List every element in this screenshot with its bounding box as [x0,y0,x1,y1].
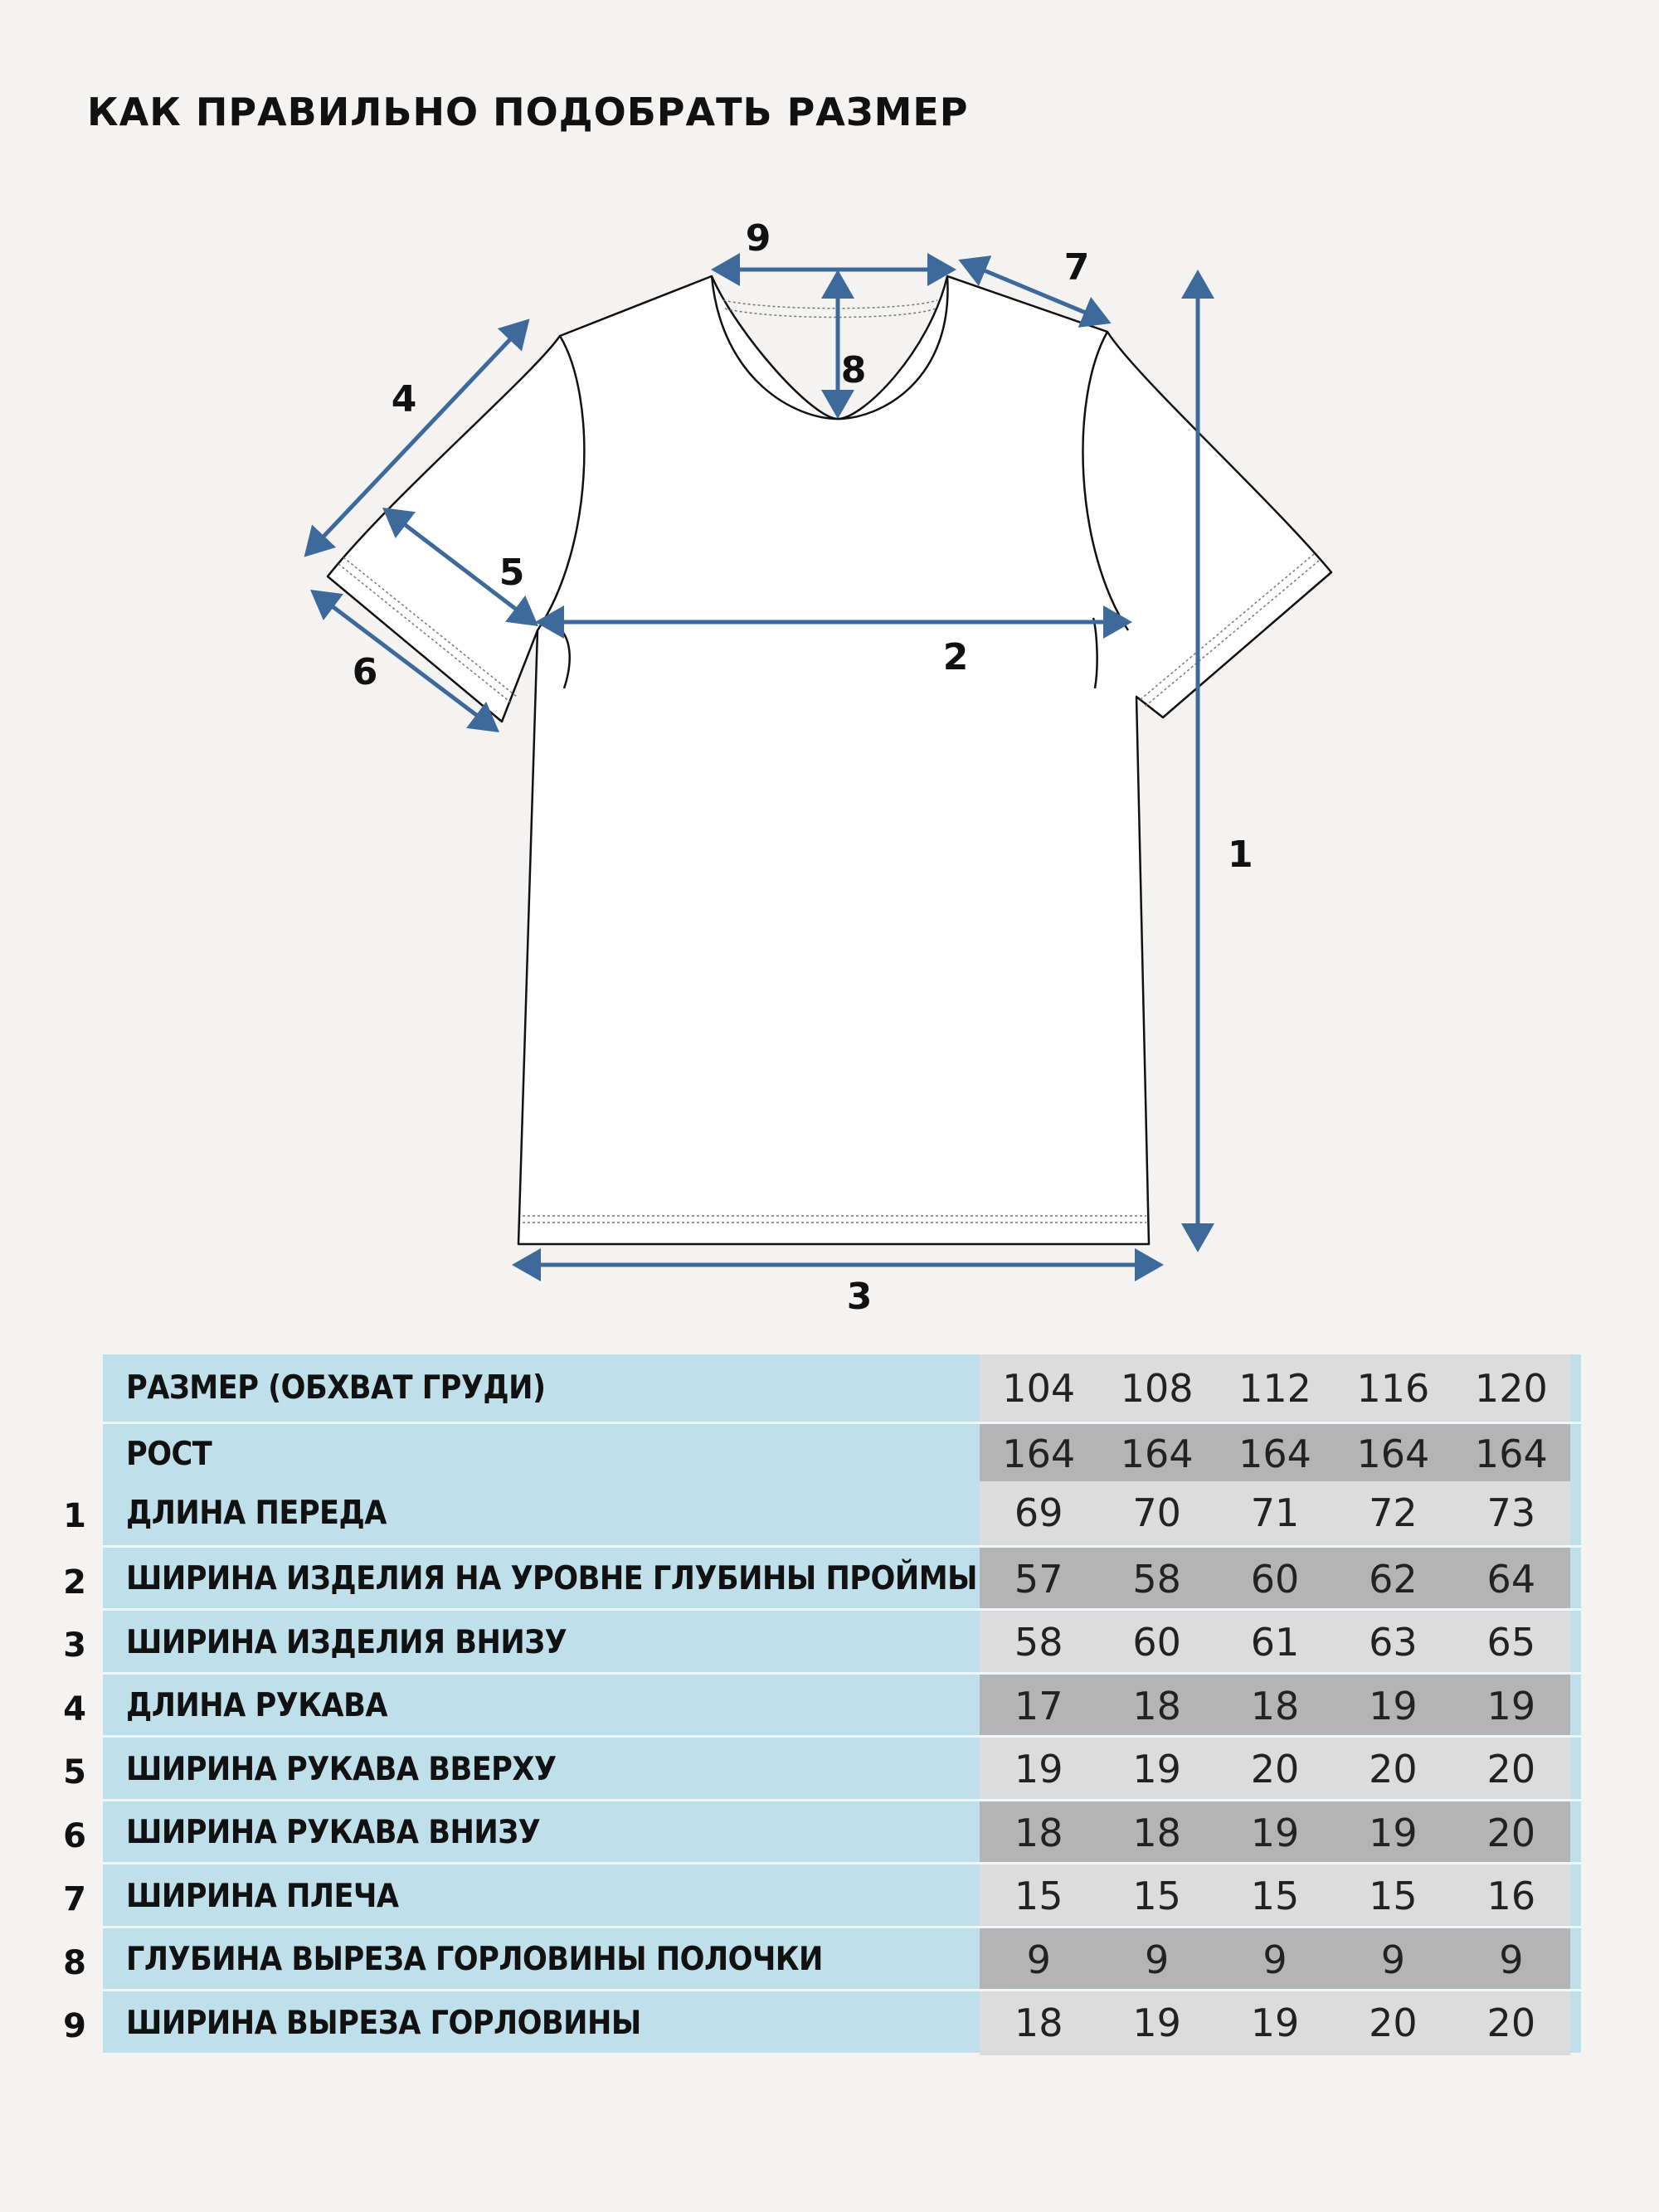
value-cell: 18 [1014,1810,1063,1855]
table-height-row [103,1422,1581,1484]
size-cell: 116 [1356,1365,1430,1411]
value-cell: 19 [1132,1747,1181,1792]
tshirt-outline [328,276,1331,1244]
row-cells [980,1738,1570,1801]
size-cell: 104 [1002,1365,1076,1411]
row-number: 2 [63,1563,86,1602]
value-cell: 19 [1369,1810,1418,1855]
value-cell: 20 [1250,1747,1300,1792]
dim-label-2: 2 [942,636,969,678]
row-label: ШИРИНА ИЗДЕЛИЯ ВНИЗУ [126,1623,567,1661]
row-number: 8 [63,1943,86,1982]
size-cell: 108 [1120,1365,1194,1411]
value-cell: 19 [1250,1810,1300,1855]
value-cell: 70 [1132,1490,1181,1536]
size-cells [980,1354,1570,1422]
table-row [63,1481,1581,1545]
value-cell: 60 [1132,1620,1181,1665]
value-cell: 18 [1132,1810,1181,1855]
dim-label-4: 4 [391,378,417,421]
header-label: РАЗМЕР (ОБХВАТ ГРУДИ) [126,1369,546,1407]
row-number: 3 [63,1626,86,1665]
row-cells [980,1801,1570,1865]
value-cell: 62 [1369,1556,1418,1602]
height-cell: 164 [1120,1432,1194,1476]
value-cell: 17 [1014,1683,1063,1728]
value-cell: 20 [1486,1810,1536,1855]
row-cells [980,1991,1570,2055]
value-cell: 58 [1014,1620,1063,1665]
value-cell: 16 [1486,1874,1536,1919]
height-cell: 164 [1238,1432,1311,1476]
value-cell: 65 [1486,1620,1536,1665]
table-row [63,1799,1581,1865]
row-cells [980,1611,1570,1675]
row-number: 9 [63,2007,86,2045]
row-cells [980,1675,1570,1738]
table-row [63,1672,1581,1738]
table-row [63,1989,1581,2055]
value-cell: 60 [1250,1556,1300,1602]
table-row [63,1862,1581,1928]
dim-label-9: 9 [745,217,771,260]
page-title: КАК ПРАВИЛЬНО ПОДОБРАТЬ РАЗМЕР [87,90,969,134]
row-number: 6 [63,1816,86,1855]
value-cell: 20 [1369,2001,1418,2046]
row-cells [980,1548,1570,1612]
row-label: ДЛИНА ПЕРЕДА [126,1494,387,1532]
value-cell: 18 [1132,1683,1181,1728]
row-number: 1 [63,1497,86,1535]
value-cell: 9 [1144,1937,1170,1982]
row-label: ШИРИНА РУКАВА ВВЕРХУ [126,1750,557,1788]
value-cell: 58 [1132,1556,1181,1602]
row-cells [980,1928,1570,1992]
table-row [63,1608,1581,1675]
value-cell: 20 [1486,2001,1536,2046]
dim-label-3: 3 [846,1276,873,1318]
dim-label-1: 1 [1228,834,1253,876]
height-cell: 164 [1002,1432,1076,1476]
value-cell: 19 [1014,1747,1063,1792]
row-label: ШИРИНА ПЛЕЧА [126,1877,399,1915]
value-cell: 15 [1250,1874,1300,1919]
value-cell: 69 [1014,1490,1063,1536]
value-cell: 20 [1486,1747,1536,1792]
value-cell: 18 [1250,1683,1300,1728]
value-cell: 15 [1014,1874,1063,1919]
value-cell: 9 [1499,1937,1524,1982]
value-cell: 72 [1369,1490,1418,1536]
row-label: ШИРИНА ВЫРЕЗА ГОРЛОВИНЫ [126,2004,641,2042]
value-cell: 64 [1486,1556,1536,1602]
dim-label-7: 7 [1063,246,1090,289]
value-cell: 71 [1250,1490,1300,1536]
height-label: РОСТ [126,1435,212,1473]
table-header-row [103,1354,1581,1422]
dim-label-5: 5 [499,552,525,594]
size-cell: 112 [1238,1365,1311,1411]
value-cell: 18 [1014,2001,1063,2046]
value-cell: 19 [1486,1683,1536,1728]
value-cell: 15 [1369,1874,1418,1919]
size-cell: 120 [1474,1365,1548,1411]
height-cell: 164 [1356,1432,1430,1476]
value-cell: 9 [1026,1937,1051,1982]
row-label: ШИРИНА ИЗДЕЛИЯ НА УРОВНЕ ГЛУБИНЫ ПРОЙМЫ [126,1560,977,1598]
height-cells [980,1424,1570,1484]
dim-label-6: 6 [352,651,378,693]
row-number: 7 [63,1880,86,1918]
value-cell: 15 [1132,1874,1181,1919]
row-cells [980,1864,1570,1928]
row-number: 5 [63,1753,86,1791]
height-cell: 164 [1474,1432,1548,1476]
value-cell: 9 [1262,1937,1287,1982]
table-row [63,1545,1581,1612]
value-cell: 73 [1486,1490,1536,1536]
row-number: 4 [63,1689,86,1728]
size-table [63,1354,1581,2053]
row-label: ГЛУБИНА ВЫРЕЗА ГОРЛОВИНЫ ПОЛОЧКИ [126,1941,823,1979]
value-cell: 63 [1369,1620,1418,1665]
row-label: ШИРИНА РУКАВА ВНИЗУ [126,1814,541,1852]
table-row [63,1735,1581,1801]
row-cells [980,1481,1570,1545]
value-cell: 19 [1369,1683,1418,1728]
value-cell: 9 [1380,1937,1406,1982]
value-cell: 57 [1014,1556,1063,1602]
value-cell: 19 [1250,2001,1300,2046]
value-cell: 20 [1369,1747,1418,1792]
row-label: ДЛИНА РУКАВА [126,1687,387,1725]
dim-label-8: 8 [840,349,867,391]
value-cell: 19 [1132,2001,1181,2046]
value-cell: 61 [1250,1620,1300,1665]
table-row [63,1926,1581,1992]
